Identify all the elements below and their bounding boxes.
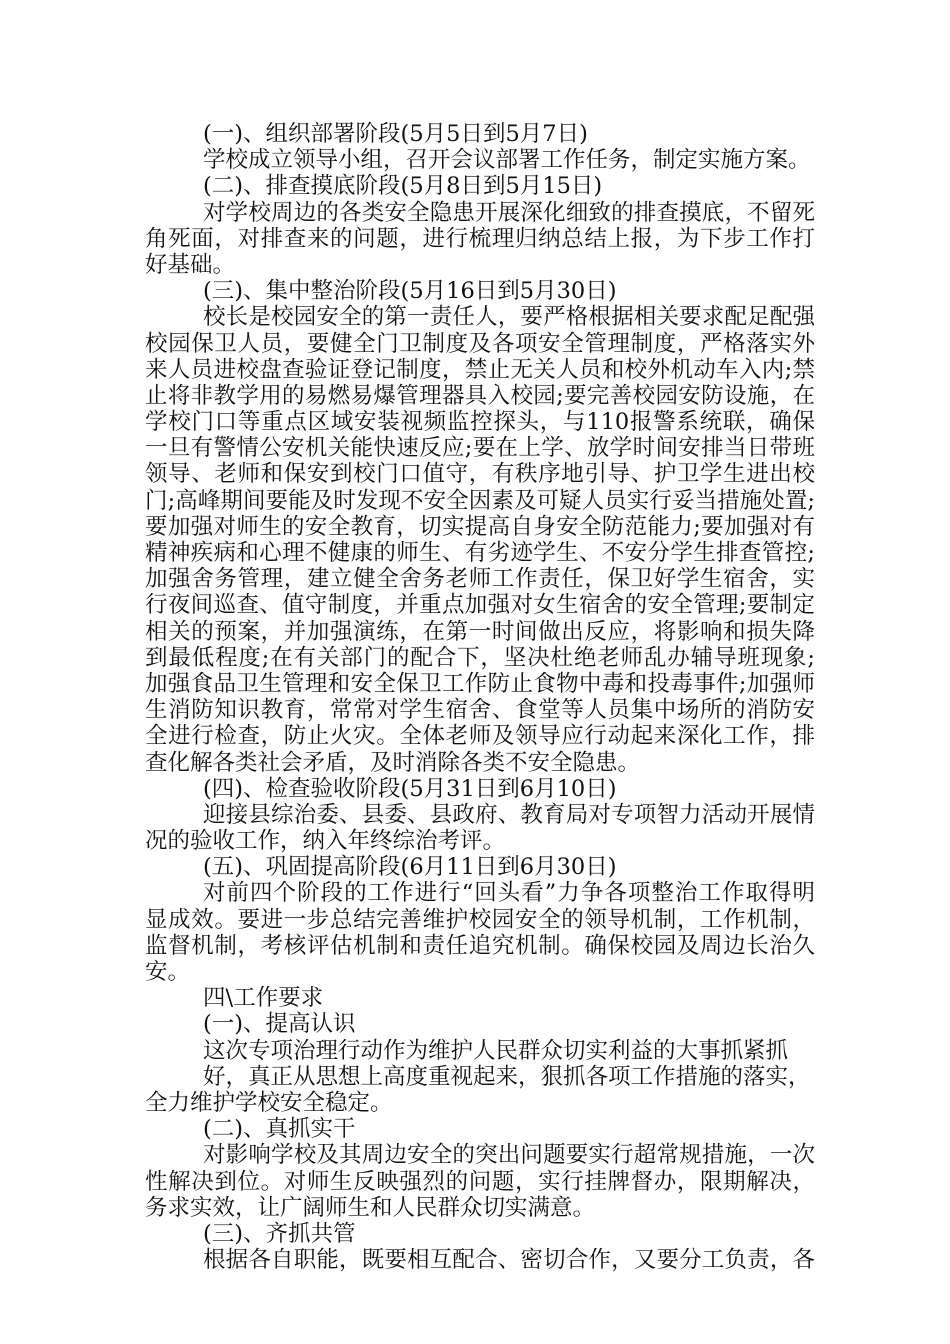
heading-stage-4: (四)、检查验收阶段(5月31日到6月10日) [203,775,617,802]
paragraph-line: 学校门口等重点区域安装视频监控探头，与110报警系统联，确保 [145,409,815,436]
paragraph-line: 全力维护学校安全稳定。 [145,1089,393,1116]
paragraph-line: 安。 [145,959,191,985]
paragraph-line: 来人员进校盘查验证登记制度，禁止无关人员和校外机动车入内;禁 [145,356,815,383]
paragraph-line: 对前四个阶段的工作进行“回头看”力争各项整治工作取得明 [203,880,815,907]
paragraph-line: 精神疾病和心理不健康的师生、有劣迹学生、不安分学生排查管控; [145,540,815,566]
section-heading-work-requirements: 四\工作要求 [203,985,324,1012]
heading-stage-5: (五)、巩固提高阶段(6月11日到6月30日) [203,854,617,881]
paragraph-line: 领导、老师和保安到校门口值守，有秩序地引导、护卫学生进出校 [145,461,815,488]
paragraph-line: 全进行检查，防止火灾。全体老师及领导应行动起来深化工作，排 [145,723,815,750]
paragraph-line: 根据各自职能，既要相互配合、密切合作，又要分工负责，各 [203,1247,815,1274]
paragraph-line: 好基础。 [145,251,236,278]
paragraph-line: 学校成立领导小组，召开会议部署工作任务，制定实施方案。 [203,147,811,174]
paragraph-line: 况的验收工作，纳入年终综治考评。 [145,828,506,855]
paragraph-line: 门;高峰期间要能及时发现不安全因素及可疑人员实行妥当措施处置; [145,487,815,514]
paragraph-line: 校长是校园安全的第一责任人，要严格根据相关要求配足配强 [203,304,815,331]
paragraph-line: 这次专项治理行动作为维护人民群众切实利益的大事抓紧抓 [203,1037,789,1064]
paragraph-line: 迎接县综治委、县委、县政府、教育局对专项智力活动开展情 [203,801,815,828]
paragraph-line: 生消防知识教育，常常对学生宿舍、食堂等人员集中场所的消防安 [145,697,815,724]
paragraph-line: 对影响学校及其周边安全的突出问题要实行超常规措施，一次 [203,1142,815,1169]
paragraph-line: 相关的预案，并加强演练，在第一时间做出反应，将影响和损失降 [145,618,815,645]
paragraph-line: 对学校周边的各类安全隐患开展深化细致的排查摸底，不留死 [203,199,815,226]
paragraph-line: 止将非教学用的易燃易爆管理器具入校园;要完善校园安防设施，在 [145,382,815,409]
heading-requirement-2: (二)、真抓实干 [203,1116,356,1143]
paragraph-line: 行夜间巡查、值守制度，并重点加强对女生宿舍的安全管理;要制定 [145,592,815,619]
paragraph-line: 要加强对师生的安全教育，切实提高自身安全防范能力;要加强对有 [145,513,815,540]
paragraph-line: 查化解各类社会矛盾，及时消除各类不安全隐患。 [145,749,641,776]
heading-stage-3: (三)、集中整治阶段(5月16日到5月30日) [203,278,617,305]
paragraph-line: 务求实效，让广阔师生和人民群众切实满意。 [145,1194,596,1221]
paragraph-line: 一旦有警情公安机关能快速反应;要在上学、放学时间安排当日带班 [145,435,815,462]
heading-stage-2: (二)、排查摸底阶段(5月8日到5月15日) [203,173,603,200]
paragraph-line: 显成效。要进一步总结完善维护校园安全的领导机制，工作机制， [145,906,815,933]
paragraph-line: 性解决到位。对师生反映强烈的问题，实行挂牌督办，限期解决， [145,1168,815,1195]
heading-requirement-3: (三)、齐抓共管 [203,1220,356,1247]
paragraph-line: 加强舍务管理，建立健全舍务老师工作责任，保卫好学生宿舍，实 [145,566,815,593]
paragraph-line: 角死面，对排查来的问题，进行梳理归纳总结上报，为下步工作打 [145,225,815,252]
heading-stage-1: (一)、组织部署阶段(5月5日到5月7日) [203,121,588,147]
paragraph-line: 校园保卫人员，要健全门卫制度及各项安全管理制度，严格落实外 [145,330,815,357]
document-body [145,121,815,1273]
paragraph-line: 加强食品卫生管理和安全保卫工作防止食物中毒和投毒事件;加强师 [145,670,815,697]
heading-requirement-1: (一)、提高认识 [203,1011,356,1038]
paragraph-line: 监督机制，考核评估机制和责任追究机制。确保校园及周边长治久 [145,932,815,959]
paragraph-line: 好，真正从思想上高度重视起来，狠抓各项工作措施的落实， [203,1063,811,1090]
paragraph-line: 到最低程度;在有关部门的配合下，坚决杜绝老师乱办辅导班现象; [145,644,815,671]
